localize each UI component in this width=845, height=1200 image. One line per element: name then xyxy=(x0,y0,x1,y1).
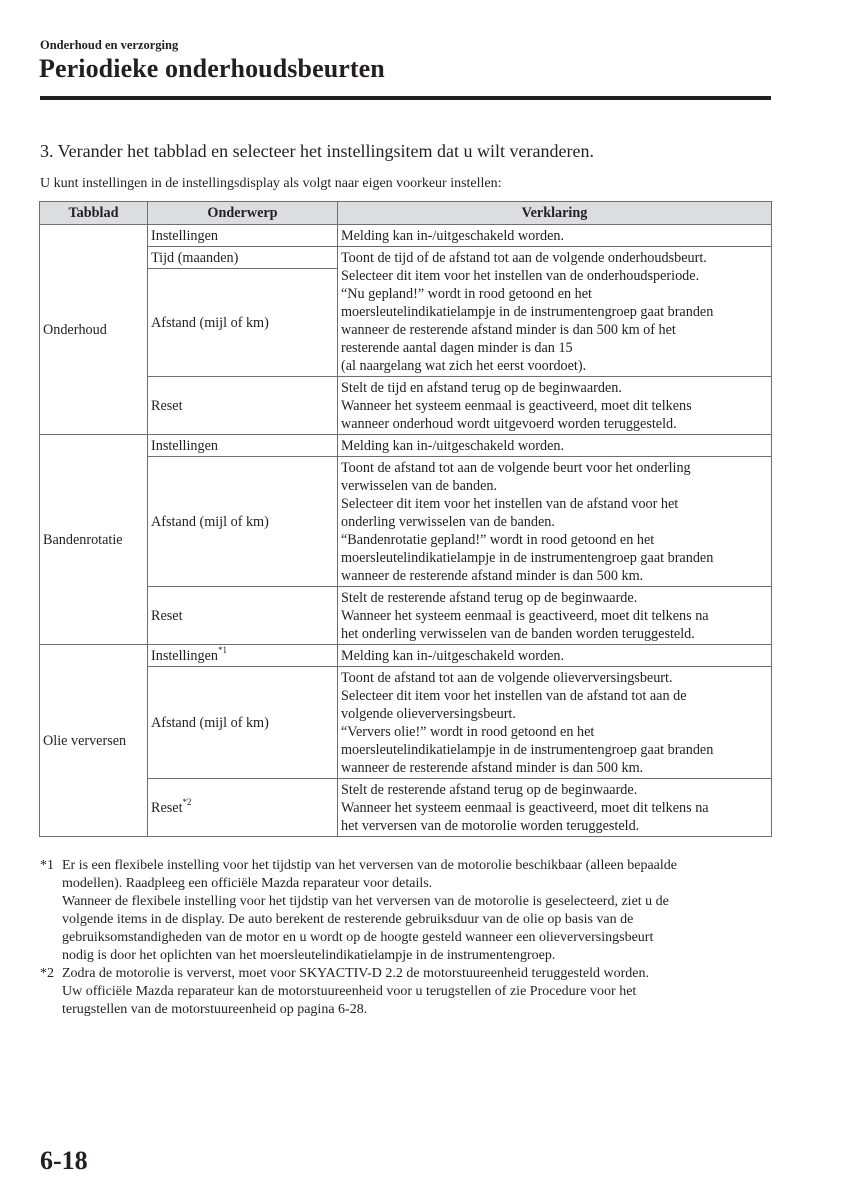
subject-cell: Reset xyxy=(148,377,338,435)
subject-cell xyxy=(148,779,338,837)
page-title: Periodieke onderhoudsbeurten xyxy=(39,54,385,83)
footnotes xyxy=(40,857,775,1019)
subject-cell: Instellingen xyxy=(148,435,338,457)
footnote xyxy=(40,965,775,1019)
table-row xyxy=(40,225,772,247)
subject-text: Reset xyxy=(151,799,183,816)
table-row xyxy=(40,779,772,837)
table-row xyxy=(40,247,772,269)
footnote-text: Zodra de motorolie is ververst, moet voor SKYACTIV-D 2.2 de motorstuureenheid teruggesteld worden. Uw officiële Mazda reparateur kan de motorstuureenheid voor u terugstellen of zie Procedure voor het terugstellen van de motorstuureenheid op pagina 6-28. xyxy=(62,966,649,1017)
footnote xyxy=(40,857,775,965)
column-header-explanation: Verklaring xyxy=(338,202,772,225)
footnote-ref: *1 xyxy=(217,644,227,655)
subject-cell: Afstand (mijl of km) xyxy=(148,667,338,779)
explanation-cell: Stelt de tijd en afstand terug op de beginwaarden. Wanneer het systeem eenmaal is geactiveerd, moet dit telkens wanneer onderhoud wordt uitgevoerd worden teruggesteld. xyxy=(338,377,772,435)
table-row xyxy=(40,667,772,779)
explanation-cell: Melding kan in-/uitgeschakeld worden. xyxy=(338,225,772,247)
table-row xyxy=(40,645,772,667)
footnote-text: Er is een flexibele instelling voor het tijdstip van het verversen van de motorolie beschikbaar (alleen bepaalde modellen). Raadpleeg een officiële Mazda reparateur voor details. Wanneer de flexibele instelling voor het tijdstip van het verversen van de motorolie is geselecteerd, ziet u de volgende items in de display. De auto berekent de resterende gebruiksduur van de olie op basis van de gebruiksomstandigheden van de motor en u wordt op de hoogte gesteld wanneer een olieverversingsbeurt nodig is door het oplichten van het moersleutelindikatielampje in de instrumentengroep. xyxy=(62,858,678,963)
table-row xyxy=(40,457,772,587)
tab-name: Bandenrotatie xyxy=(40,435,148,645)
table-row xyxy=(40,435,772,457)
subject-cell xyxy=(148,645,338,667)
intro-text: U kunt instellingen in de instellingsdisplay als volgt naar eigen voorkeur instellen: xyxy=(40,176,502,191)
settings-table xyxy=(39,201,772,837)
subject-cell: Reset xyxy=(148,587,338,645)
page-number: 6-18 xyxy=(40,1146,88,1175)
column-header-subject: Onderwerp xyxy=(148,202,338,225)
explanation-cell: Melding kan in-/uitgeschakeld worden. xyxy=(338,645,772,667)
explanation-cell: Toont de afstand tot aan de volgende olieverversingsbeurt. Selecteer dit item voor het instellen van de afstand tot aan de volgende olieverversingsbeurt. “Ververs olie!” wordt in rood getoond en het moersleutelindikatielampje in de instrumentengroep gaat branden wanneer de resterende afstand minder is dan 500 km. xyxy=(338,667,772,779)
tab-name: Olie verversen xyxy=(40,645,148,837)
footnote-mark: *2 xyxy=(40,966,54,981)
subject-text: Instellingen xyxy=(151,647,218,664)
section-label: Onderhoud en verzorging xyxy=(40,38,179,52)
explanation-cell: Toont de afstand tot aan de volgende beurt voor het onderling verwisselen van de banden. Selecteer dit item voor het instellen van de afstand voor het onderling verwisselen van de banden. “Bandenrotatie gepland!” wordt in rood getoond en het moersleutelindikatielampje in de instrumentengroep gaat branden wanneer de resterende afstand minder is dan 500 km. xyxy=(338,457,772,587)
table-row xyxy=(40,377,772,435)
explanation-cell: Melding kan in-/uitgeschakeld worden. xyxy=(338,435,772,457)
subject-cell: Tijd (maanden) xyxy=(148,247,338,269)
tab-name: Onderhoud xyxy=(40,225,148,435)
column-header-tab: Tabblad xyxy=(40,202,148,225)
footnote-mark: *1 xyxy=(40,858,54,873)
table-header-row xyxy=(40,202,772,225)
explanation-cell: Toont de tijd of de afstand tot aan de volgende onderhoudsbeurt. Selecteer dit item voor het instellen van de onderhoudsperiode. “Nu gepland!” wordt in rood getoond en het moersleutelindikatielampje in de instrumentengroep gaat branden wanneer de resterende afstand minder is dan 500 km of het resterende aantal dagen minder is dan 15 (al naargelang wat zich het eerst voordoet). xyxy=(338,247,772,377)
subject-cell: Afstand (mijl of km) xyxy=(148,269,338,377)
subject-cell: Afstand (mijl of km) xyxy=(148,457,338,587)
explanation-cell: Stelt de resterende afstand terug op de beginwaarde. Wanneer het systeem eenmaal is geactiveerd, moet dit telkens na het verversen van de motorolie worden teruggesteld. xyxy=(338,779,772,837)
step-instruction: 3. Verander het tabblad en selecteer het instellingsitem dat u wilt veranderen. xyxy=(40,141,594,161)
table-row xyxy=(40,587,772,645)
subject-cell: Instellingen xyxy=(148,225,338,247)
explanation-cell: Stelt de resterende afstand terug op de beginwaarde. Wanneer het systeem eenmaal is geactiveerd, moet dit telkens na het onderling verwisselen van de banden worden teruggesteld. xyxy=(338,587,772,645)
footnote-ref: *2 xyxy=(182,796,192,807)
title-divider xyxy=(40,96,771,100)
